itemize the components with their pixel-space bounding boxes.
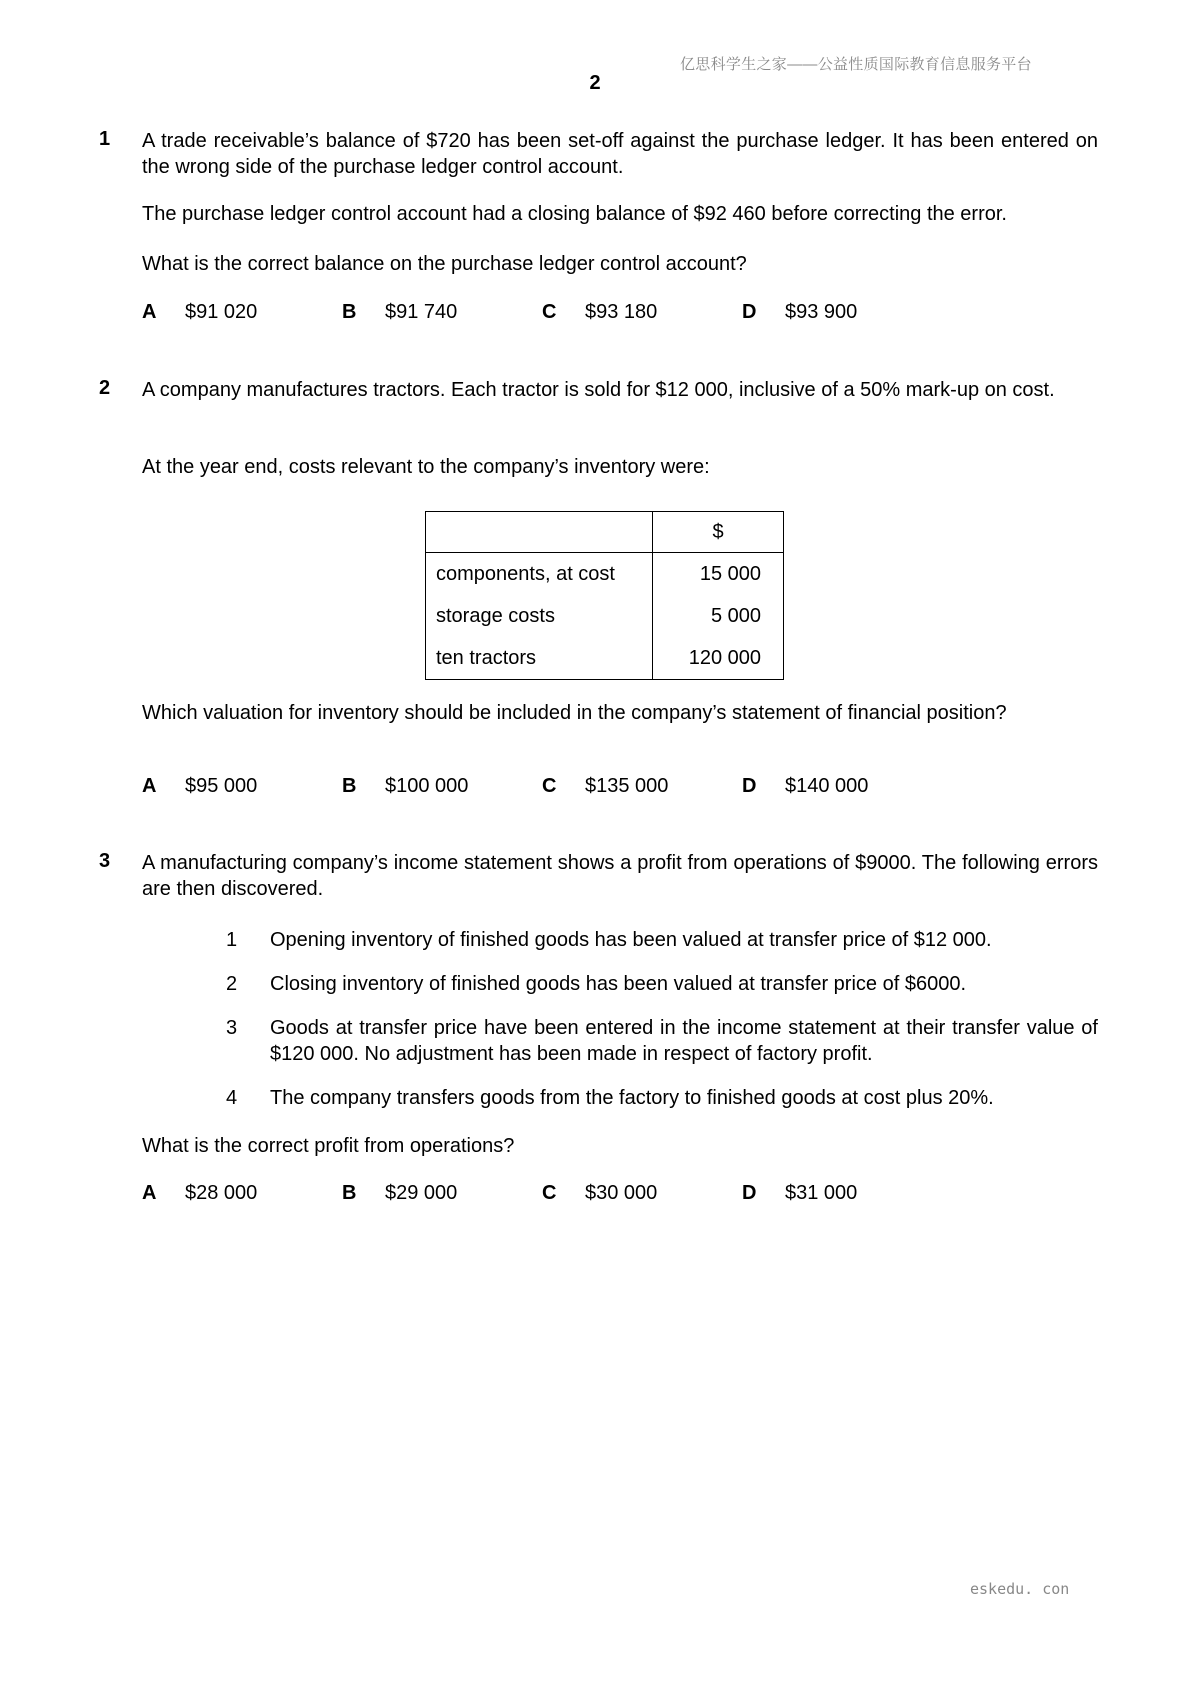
table-row <box>426 595 784 637</box>
list-item-number: 1 <box>226 929 238 951</box>
option-letter: B <box>342 775 357 797</box>
answer-options <box>142 773 942 799</box>
header-watermark: 亿思科学生之家——公益性质国际教育信息服务平台 <box>680 56 1032 73</box>
option-d[interactable] <box>742 1180 942 1206</box>
option-b[interactable] <box>342 299 542 325</box>
option-letter: B <box>342 301 357 323</box>
table-cell-item: ten tractors <box>426 637 653 680</box>
option-letter: D <box>742 1182 757 1204</box>
question-text: The purchase ledger control account had a closing balance of $92 460 before correcting the error. <box>142 203 1007 225</box>
question-number: 3 <box>99 850 111 872</box>
option-text: $135 000 <box>585 775 669 797</box>
list-item-number: 2 <box>226 973 238 995</box>
option-text: $140 000 <box>785 775 869 797</box>
list-item-number: 3 <box>226 1017 238 1039</box>
table-header-row <box>426 512 784 553</box>
table-cell-item: storage costs <box>426 595 653 637</box>
option-text: $29 000 <box>385 1182 458 1204</box>
list-item-text: Opening inventory of finished goods has been valued at transfer price of $12 000. <box>270 929 992 951</box>
list-item <box>226 927 1098 953</box>
question-prompt: What is the correct profit from operations? <box>142 1135 515 1157</box>
option-text: $95 000 <box>185 775 258 797</box>
option-letter: B <box>342 1182 357 1204</box>
question-number: 2 <box>99 377 111 399</box>
list-item-text: The company transfers goods from the factory to finished goods at cost plus 20%. <box>270 1087 994 1109</box>
option-letter: C <box>542 775 557 797</box>
option-text: $91 740 <box>385 301 458 323</box>
question-text: A trade receivable’s balance of $720 has been set-off against the purchase ledger. It has been entered on the wrong side of the purchase ledger control account. <box>142 130 1098 178</box>
question-prompt: Which valuation for inventory should be included in the company’s statement of financial position? <box>142 702 1007 724</box>
list-item <box>226 1015 1098 1067</box>
option-c[interactable] <box>542 773 742 799</box>
option-letter: D <box>742 775 757 797</box>
table-cell-item: components, at cost <box>426 553 653 596</box>
option-d[interactable] <box>742 299 942 325</box>
question-prompt: What is the correct balance on the purchase ledger control account? <box>142 253 747 275</box>
option-d[interactable] <box>742 773 942 799</box>
answer-options <box>142 299 942 325</box>
list-item-text: Closing inventory of finished goods has been valued at transfer price of $6000. <box>270 973 966 995</box>
option-c[interactable] <box>542 1180 742 1206</box>
table-cell-amount: 15 000 <box>653 553 784 596</box>
option-letter: A <box>142 1182 157 1204</box>
option-text: $100 000 <box>385 775 469 797</box>
question-number: 1 <box>99 128 111 150</box>
list-item <box>226 1085 1098 1111</box>
option-a[interactable] <box>142 299 342 325</box>
footer-watermark: eskedu. con <box>970 1580 1070 1598</box>
option-a[interactable] <box>142 773 342 799</box>
option-text: $91 020 <box>185 301 258 323</box>
option-text: $31 000 <box>785 1182 858 1204</box>
table-row <box>426 553 784 596</box>
option-text: $30 000 <box>585 1182 658 1204</box>
option-c[interactable] <box>542 299 742 325</box>
question-text: A company manufactures tractors. Each tractor is sold for $12 000, inclusive of a 50% mark-up on cost. <box>142 379 1055 401</box>
question-text: At the year end, costs relevant to the company’s inventory were: <box>142 456 710 478</box>
inventory-table <box>425 511 784 680</box>
answer-options <box>142 1180 942 1206</box>
option-letter: D <box>742 301 757 323</box>
table-header-cell <box>426 512 653 553</box>
option-letter: C <box>542 1182 557 1204</box>
option-text: $93 180 <box>585 301 658 323</box>
table-cell-amount: 120 000 <box>653 637 784 680</box>
option-letter: A <box>142 301 157 323</box>
list-item-number: 4 <box>226 1087 238 1109</box>
question-text: A manufacturing company’s income statement shows a profit from operations of $9000. The following errors are then discovered. <box>142 852 1098 900</box>
option-text: $28 000 <box>185 1182 258 1204</box>
option-text: $93 900 <box>785 301 858 323</box>
table-cell-amount: 5 000 <box>653 595 784 637</box>
option-letter: C <box>542 301 557 323</box>
option-a[interactable] <box>142 1180 342 1206</box>
option-letter: A <box>142 775 157 797</box>
option-b[interactable] <box>342 1180 542 1206</box>
list-item <box>226 971 1098 997</box>
page-number: 2 <box>589 72 601 94</box>
table-row <box>426 637 784 680</box>
option-b[interactable] <box>342 773 542 799</box>
table-header-cell: $ <box>653 512 784 553</box>
list-item-text: Goods at transfer price have been entered in the income statement at their transfer value of $120 000. No adjustment has been made in respect of factory profit. <box>270 1017 1098 1065</box>
